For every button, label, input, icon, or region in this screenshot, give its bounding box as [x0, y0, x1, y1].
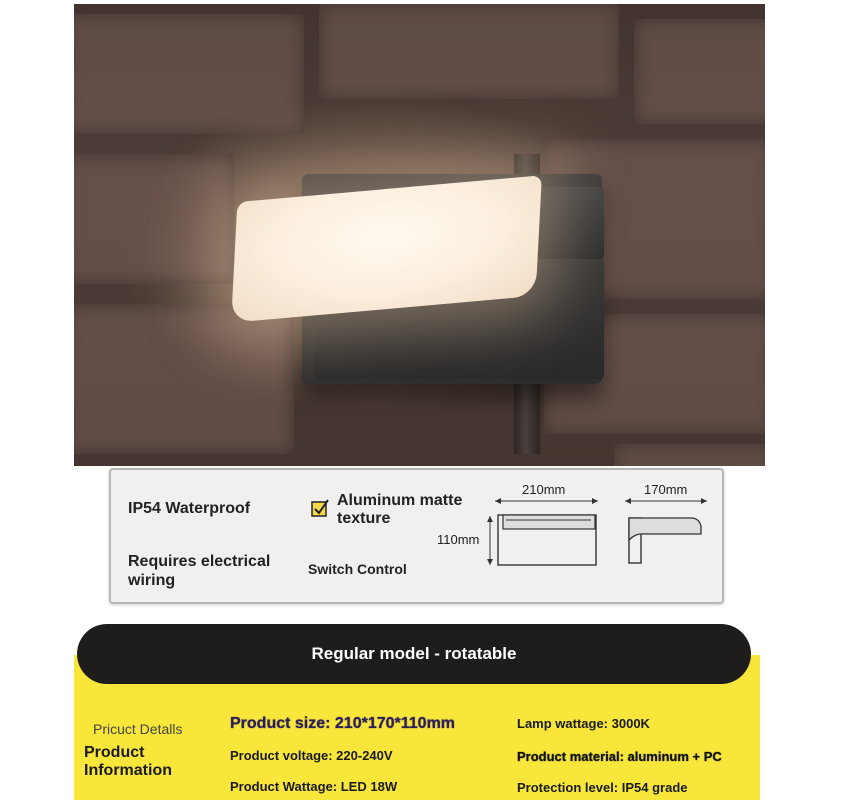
dimension-diagram [111, 470, 726, 606]
details-label: Pricuct Detalls [93, 721, 183, 737]
protection-level: Protection level: IP54 grade [517, 780, 688, 795]
lamp-wattage: Lamp wattage: 3000K [517, 716, 650, 731]
height-dimension: 110mm [437, 532, 480, 547]
wiring-label: Requires electrical wiring [128, 553, 271, 589]
switch-control-label: Switch Control [308, 561, 407, 577]
product-wattage: Product Wattage: LED 18W [230, 779, 398, 794]
model-bar [77, 624, 751, 684]
width-dimension: 210mm [522, 482, 566, 497]
spec-card [109, 468, 724, 604]
material-feature-label: Aluminum matte texture [337, 492, 463, 527]
model-label: Regular model - rotatable [311, 644, 517, 663]
info-title: Product Information [84, 744, 172, 779]
product-size: Product size: 210*170*110mm [230, 715, 456, 732]
product-photo [74, 4, 765, 466]
waterproof-label: IP54 Waterproof [128, 500, 251, 517]
product-material: Product material: aluminum + PC [517, 749, 722, 764]
depth-dimension: 170mm [644, 482, 688, 497]
product-voltage: Product voltage: 220-240V [230, 748, 393, 763]
